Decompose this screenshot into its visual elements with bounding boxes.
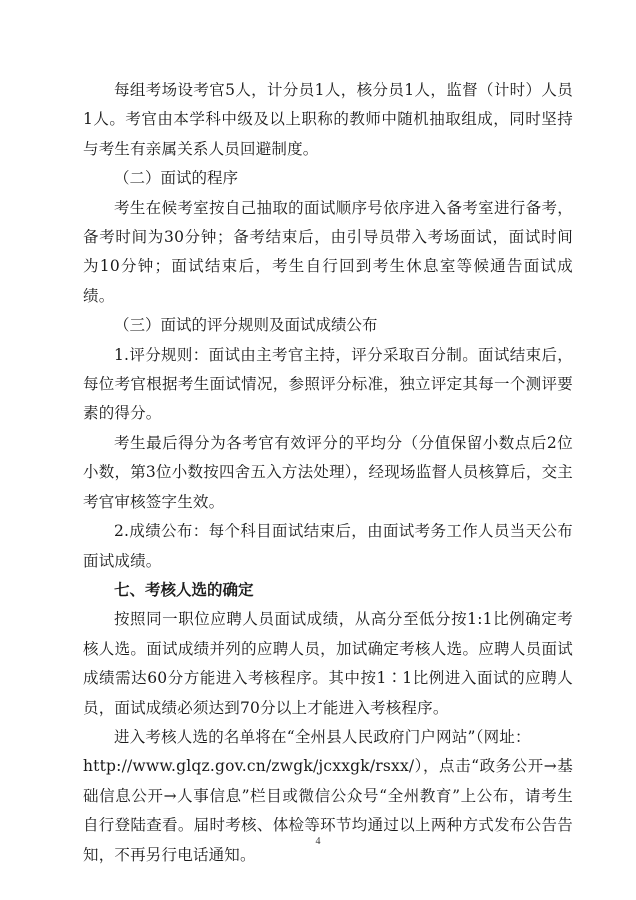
paragraph-announcement-details: http://www.glqz.gov.cn/zwgk/jcxxgk/rsxx/），点击“政务公开→基础信息公开→人事信息”栏目或微信公众号“全州教育”上公布，请考生自行登陆查看。届时考核、体检等环节均通过以上两种方式发布公告告知，不再另行电话通知。 (83, 757, 573, 864)
document-body (83, 76, 573, 870)
heading-scoring-rules: （三）面试的评分规则及面试成绩公布 (114, 316, 378, 335)
page-number: 4 (315, 836, 321, 847)
paragraph-scoring-rules: 1.评分规则：面试由主考官主持，评分采取百分制。面试结束后，每位考官根据考生面试情况，参照评分标准，独立评定其每一个测评要素的得分。 (83, 345, 573, 423)
paragraph-examiners: 每组考场设考官5人，计分员1人，核分员1人，监督（计时）人员1人。考官由本学科中级及以上职称的教师中随机抽取组成，同时坚持与考生有亲属关系人员回避制度。 (83, 81, 573, 158)
heading-section-seven: 七、考核人选的确定 (114, 580, 254, 599)
paragraph-final-score: 考生最后得分为各考官有效评分的平均分（分值保留小数点后2位小数，第3位小数按四舍五入方法处理），经现场监督人员核算后，交主考官审核签字生效。 (83, 433, 573, 511)
paragraph-score-publication: 2.成绩公布：每个科目面试结束后，由面试考务工作人员当天公布面试成绩。 (83, 522, 573, 570)
paragraph-candidate-selection: 按照同一职位应聘人员面试成绩，从高分至低分按1:1比例确定考核人选。面试成绩并列的应聘人员，加试确定考核人选。应聘人员面试成绩需达60分方能进入考核程序。其中按1∶1比例进入面试的应聘人员，面试成绩必须达到70分以上才能进入考核程序。 (83, 610, 573, 717)
paragraph-procedure: 考生在候考室按自己抽取的面试顺序号依序进入备考室进行备考，备考时间为30分钟；备考结束后，由引导员带入考场面试，面试时间为10分钟；面试结束后，考生自行回到考生休息室等候通告面试成绩。 (83, 198, 573, 305)
paragraph-announcement-intro: 进入考核人选的名单将在“全州县人民政府门户网站”（网址： (114, 727, 531, 746)
heading-interview-procedure: （二）面试的程序 (114, 169, 239, 188)
